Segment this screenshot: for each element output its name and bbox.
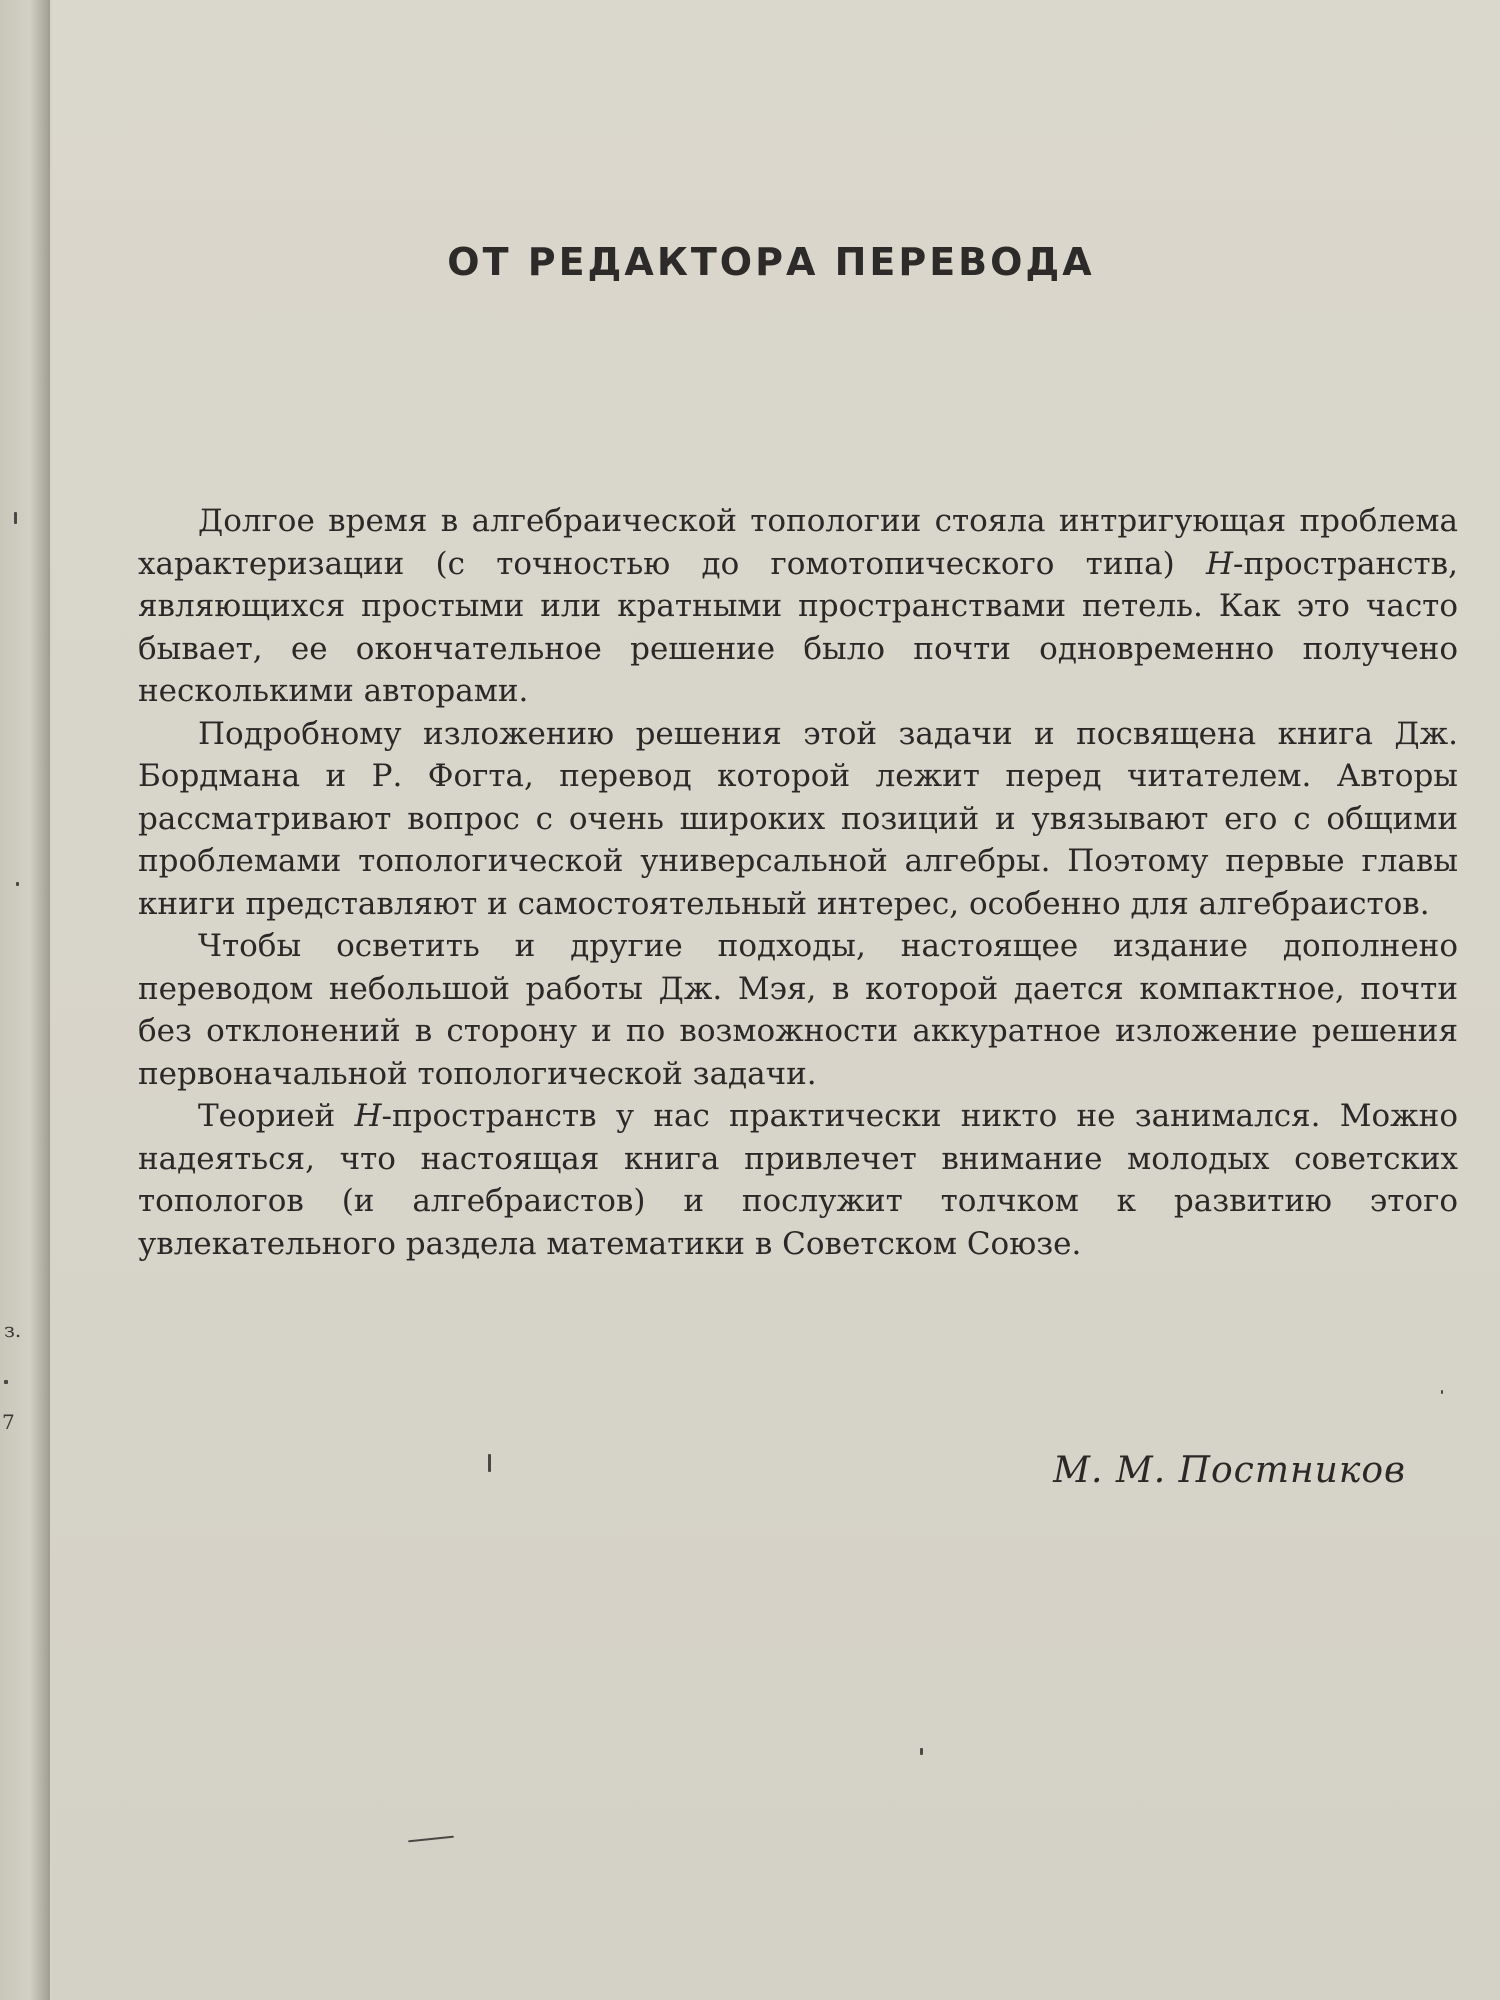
previous-page-fragment: 7 — [2, 1410, 15, 1434]
paragraph-2 — [138, 713, 1458, 926]
paragraph-text: Подробному изложению решения этой задачи и посвящена книга Дж. Бордмана и Р. Фогта, перевод которой лежит перед читателем. Авторы рассматривают вопрос с очень широких позиций и увязывают его с общими проблемами топологической универсальной алгебры. Поэтому первые главы книги представляют и самостоятельный интерес, особенно для алгебраистов. — [138, 715, 1458, 922]
paragraph-text: -пространств, являющихся простыми или кратными пространствами петель. Как это часто бывает, ее окончательное решение было почти одновременно получено несколькими авторами. — [138, 545, 1458, 709]
paragraph-1 — [138, 500, 1458, 713]
print-speck — [4, 1380, 8, 1384]
paragraph-text: Теорией — [198, 1098, 355, 1134]
pencil-mark — [408, 1836, 454, 1843]
preface-body — [138, 500, 1458, 1265]
previous-page-edge — [0, 0, 50, 2000]
print-speck — [920, 1748, 923, 1755]
italic-h-symbol: H — [354, 1098, 382, 1134]
paragraph-4 — [138, 1095, 1458, 1265]
paragraph-text: Долгое время в алгебраической топологии стояла интригующая проблема характеризации (с точностью до гомотопического типа) — [138, 503, 1458, 582]
previous-page-fragment: з. — [4, 1318, 22, 1342]
print-speck — [16, 882, 19, 886]
paragraph-text: Чтобы осветить и другие подходы, настоящее издание дополнено переводом небольшой работы Дж. Мэя, в которой дается компактное, почти без отклонений в сторону и по возможности аккуратное изложение решения первоначальной топологической задачи. — [138, 928, 1458, 1092]
paragraph-text: -пространств у нас практически никто не занимался. Можно надеяться, что настоящая книга привлечет внимание молодых советских топологов (и алгебраистов) и послужит толчком к развитию этого увлекательного раздела математики в Советском Союзе. — [138, 1098, 1458, 1262]
paragraph-3 — [138, 925, 1458, 1095]
page-title: ОТ РЕДАКТОРА ПЕРЕВОДА — [447, 240, 1095, 284]
italic-h-symbol: H — [1205, 545, 1234, 582]
editor-signature: М. М. Постников — [1053, 1450, 1406, 1491]
print-speck — [488, 1454, 491, 1472]
book-page — [52, 0, 1500, 2000]
print-speck — [1441, 1390, 1443, 1394]
print-speck — [14, 512, 17, 524]
